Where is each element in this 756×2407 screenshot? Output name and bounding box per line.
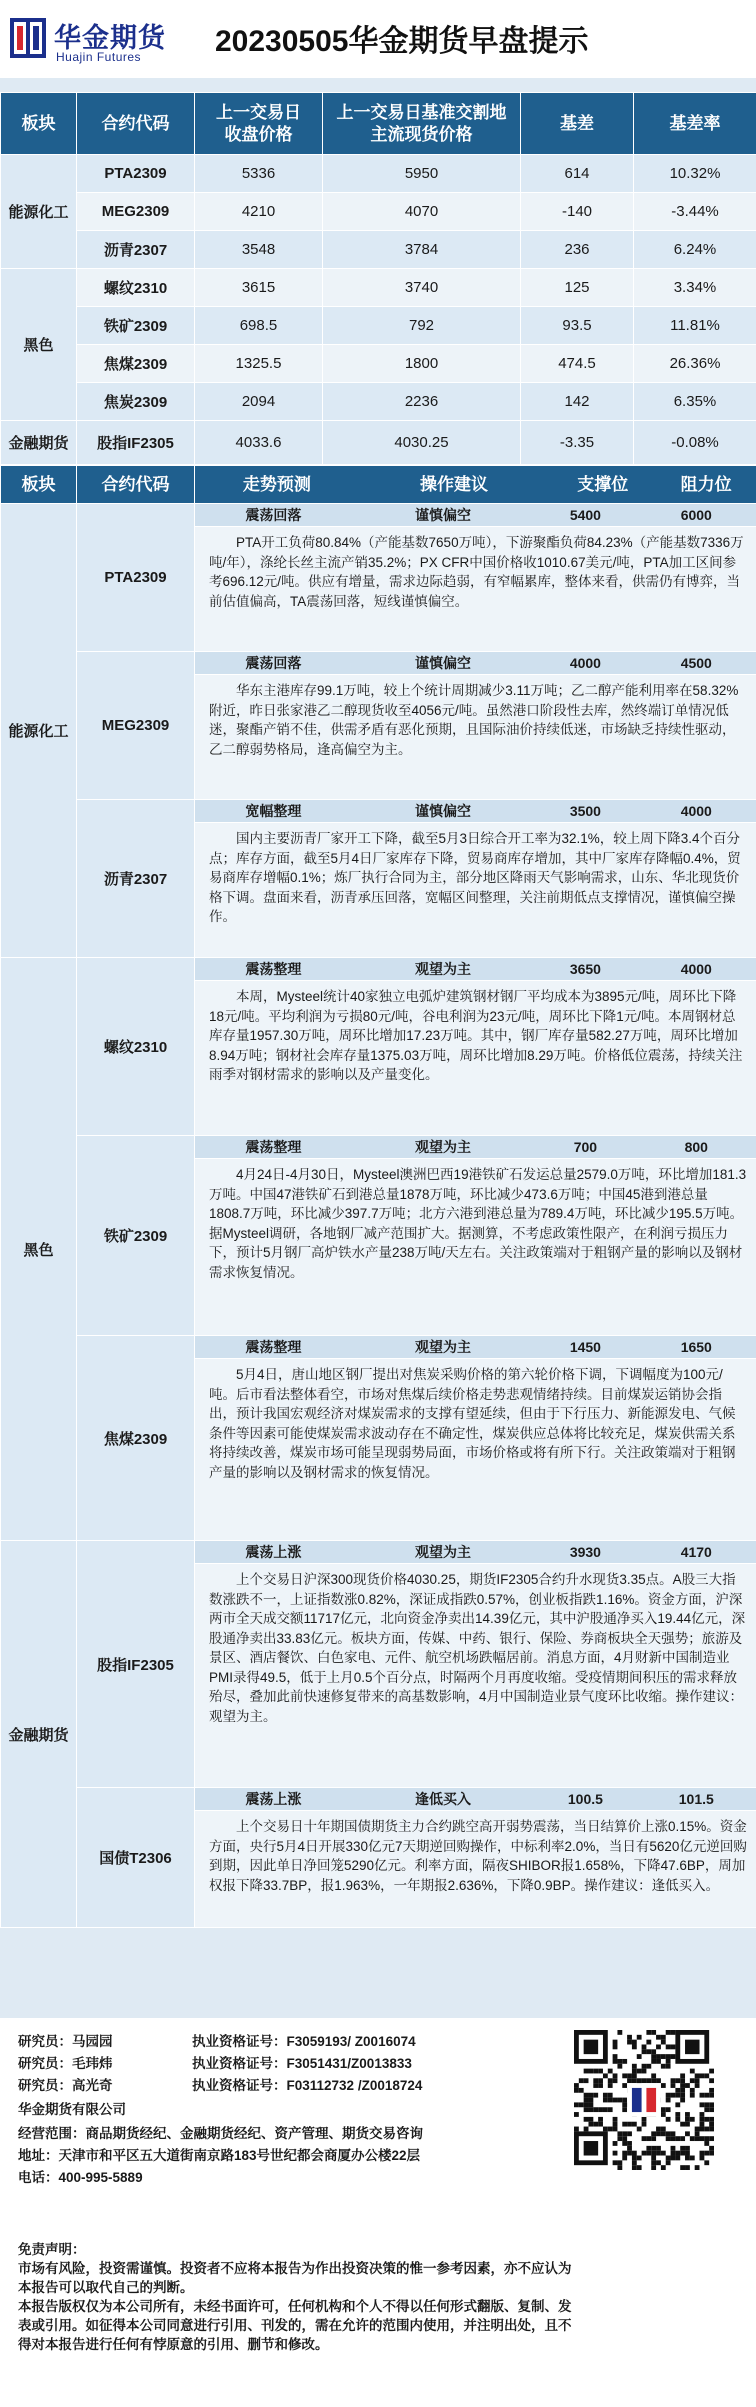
operation-advice: 谨慎偏空 xyxy=(415,507,471,523)
strategy-row xyxy=(1,800,756,958)
strategy-column-header: 走势预测 xyxy=(242,474,311,494)
basis-basis: -3.35 xyxy=(521,421,634,465)
basis-column-header: 合约代码 xyxy=(77,93,195,155)
resistance-level: 1650 xyxy=(680,1339,712,1355)
market-commentary: 华东主港库存99.1万吨，较上个统计周期减少3.11万吨；乙二醇产能利用率在58.32%附近，昨日张家港乙二醇现货收至4056元/吨。虽然港口阶段性去库，然终端订单情况低迷，聚酯产销不佳，供需矛盾有恶化预期，且国际油价持续低迷，市场缺乏持续性驱动，乙二醇弱势格局，逢高偏空为主。 xyxy=(209,683,739,757)
disclaimer-paragraph: 市场有风险，投资需谨慎。投资者不应将本报告为作出投资决策的惟一参考因素，亦不应认为本报告可以取代自己的判断。 xyxy=(18,2261,572,2295)
basis-column-header: 基差率 xyxy=(634,93,756,155)
basis-table xyxy=(0,92,756,465)
trend-forecast: 震荡上涨 xyxy=(245,1791,302,1807)
strategy-column-header: 操作建议 xyxy=(420,474,489,494)
strategy-cell xyxy=(195,652,756,800)
contract-code: 股指IF2305 xyxy=(77,421,195,465)
basis-spot: 3740 xyxy=(323,269,521,307)
basis-close: 1325.5 xyxy=(195,345,323,383)
strategy-tags xyxy=(195,504,756,527)
market-commentary: 上个交易日十年期国债期货主力合约跳空高开弱势震荡，当日结算价上涨0.15%。资金方面，央行5月4日开展330亿元7天期逆回购操作，中标利率2.0%，当日有5620亿元逆回购到期，因此单日净回笼5290亿元。利率方面，隔夜SHIBOR报1.658%，下降47.6BP，周加权报下降33.7BP，报1.963%，一年期报2.636%，下降0.9BP。操作建议：逢低买入。 xyxy=(209,1819,747,1893)
company-address: 地址：天津市和平区五大道街南京路183号世纪都会商厦办公楼22层 xyxy=(18,2148,421,2163)
contract-code: 股指IF2305 xyxy=(77,1541,195,1788)
resistance-level: 101.5 xyxy=(678,1791,714,1807)
huajin-logo-icon xyxy=(10,18,46,58)
support-level: 3500 xyxy=(569,803,601,819)
strategy-row xyxy=(1,1788,756,1928)
strategy-cell xyxy=(195,1136,756,1336)
market-commentary: 国内主要沥青厂家开工下降，截至5月3日综合开工率为32.1%，较上周下降3.4个百分点；库存方面，截至5月4日厂家库存下降，贸易商库存增加，其中厂家库存降幅0.4%，贸易商库存增幅0.1%；炼厂执行合同为主，部分地区降雨天气影响需求，山东、华北现货价格下调。盘面来看，沥青承压回落，宽幅区间整理，关注前期低点支撑情况，谨慎偏空操作。 xyxy=(209,831,741,924)
contract-code: MEG2309 xyxy=(77,652,195,800)
basis-spot: 2236 xyxy=(323,383,521,421)
basis-header-row xyxy=(1,93,756,155)
strategy-tags xyxy=(195,1336,756,1359)
basis-close: 3615 xyxy=(195,269,323,307)
strategy-cell xyxy=(195,800,756,958)
contract-code: 国债T2306 xyxy=(77,1788,195,1928)
trend-forecast: 震荡整理 xyxy=(245,961,302,977)
basis-row xyxy=(1,345,756,383)
basis-close: 5336 xyxy=(195,155,323,193)
strategy-column-header-group xyxy=(195,466,756,504)
basis-basis: 93.5 xyxy=(521,307,634,345)
basis-spot: 792 xyxy=(323,307,521,345)
company-name: 华金期货有限公司 xyxy=(18,2102,126,2117)
researcher-3-cert: 执业资格证号：F03112732 /Z0018724 xyxy=(192,2078,423,2093)
researcher-2-name: 研究员：毛玮炜 xyxy=(18,2056,113,2071)
basis-basis: 125 xyxy=(521,269,634,307)
contract-code: 铁矿2309 xyxy=(77,1136,195,1336)
logo-chinese-name: 华金期货 xyxy=(54,23,166,53)
basis-close: 4033.6 xyxy=(195,421,323,465)
market-commentary: 5月4日，唐山地区钢厂提出对焦炭采购价格的第六轮价格下调，下调幅度为100元/吨。后市看法整体看空，市场对焦煤后续价格走势悲观情绪持续。目前煤炭运销协会指出，预计我国宏观经济对煤炭需求的支撑有望延续，但由于下行压力、新能源发电、气候条件等因素可能使煤炭需求波动存在不确定性，煤炭供应总体将比较充足，煤炭供需关系将持续改善，煤炭市场可能呈现弱势局面，市场价格或将有所下行。关注政策端对于粗钢产量的影响以及钢材需求的恢复情况。 xyxy=(209,1367,736,1480)
sector-cell: 能源化工 xyxy=(1,155,77,269)
basis-rate: 6.24% xyxy=(634,231,756,269)
contract-code: 螺纹2310 xyxy=(77,958,195,1136)
strategy-column-header: 支撑位 xyxy=(577,474,629,494)
trend-forecast: 震荡回落 xyxy=(245,507,302,523)
basis-rate: 11.81% xyxy=(634,307,756,345)
sector-cell: 能源化工 xyxy=(1,504,77,958)
strategy-row xyxy=(1,1541,756,1788)
contract-code: 焦炭2309 xyxy=(77,383,195,421)
basis-basis: 142 xyxy=(521,383,634,421)
strategy-tags xyxy=(195,1541,756,1564)
logo-english-name: Huajin Futures xyxy=(56,50,142,64)
strategy-cell xyxy=(195,1788,756,1928)
sector-cell: 黑色 xyxy=(1,269,77,421)
resistance-level: 4170 xyxy=(680,1544,712,1560)
basis-spot: 3784 xyxy=(323,231,521,269)
operation-advice: 谨慎偏空 xyxy=(415,803,471,819)
support-level: 3650 xyxy=(569,961,601,977)
operation-advice: 观望为主 xyxy=(415,1139,471,1155)
resistance-level: 4000 xyxy=(680,961,712,977)
resistance-level: 4500 xyxy=(680,655,712,671)
strategy-table xyxy=(0,465,756,1928)
strategy-tags xyxy=(195,1136,756,1159)
basis-basis: 236 xyxy=(521,231,634,269)
strategy-column-header: 阻力位 xyxy=(680,474,732,494)
basis-rate: 10.32% xyxy=(634,155,756,193)
basis-spot: 1800 xyxy=(323,345,521,383)
page-title: 20230505华金期货早盘提示 xyxy=(215,25,589,58)
basis-close: 2094 xyxy=(195,383,323,421)
strategy-row xyxy=(1,1336,756,1541)
strategy-header-row xyxy=(1,466,756,504)
operation-advice: 观望为主 xyxy=(415,961,471,977)
contract-code: 铁矿2309 xyxy=(77,307,195,345)
contract-code: PTA2309 xyxy=(77,504,195,652)
business-scope: 经营范围：商品期货经纪、金融期货经纪、资产管理、期货交易咨询 xyxy=(18,2126,423,2141)
strategy-tags xyxy=(195,800,756,823)
basis-row xyxy=(1,155,756,193)
market-commentary: 4月24日-4月30日，Mysteel澳洲巴西19港铁矿石发运总量2579.0万吨，环比增加181.3万吨。中国47港铁矿石到港总量1878万吨，环比减少473.6万吨；中国45港到港总量1808.7万吨，环比减少397.7万吨；北方六港到港总量为789.4万吨，环比减少195.5万吨。据Mysteel调研，各地钢厂减产范围扩大。据测算，不考虑政策性限产，在利润亏损压力下，预计5月钢厂高炉铁水产量238万吨/天左右。关注政策端对于粗钢产量的影响以及钢材需求恢复情况。 xyxy=(209,1167,747,1280)
basis-spot: 4070 xyxy=(323,193,521,231)
resistance-level: 4000 xyxy=(680,803,712,819)
basis-basis: 474.5 xyxy=(521,345,634,383)
company-logo xyxy=(10,10,210,68)
basis-rate: -0.08% xyxy=(634,421,756,465)
support-level: 100.5 xyxy=(567,1791,603,1807)
report-header xyxy=(0,0,756,78)
basis-rate: 3.34% xyxy=(634,269,756,307)
basis-rate: 6.35% xyxy=(634,383,756,421)
support-level: 3930 xyxy=(569,1544,601,1560)
basis-close: 698.5 xyxy=(195,307,323,345)
operation-advice: 观望为主 xyxy=(415,1339,471,1355)
basis-close: 4210 xyxy=(195,193,323,231)
disclaimer-paragraph: 本报告版权仅为本公司所有，未经书面许可，任何机构和个人不得以任何形式翻版、复制、发表或引用。如征得本公司同意进行引用、刊发的，需在允许的范围内使用，并注明出处，且不得对本报告进行任何有悖原意的引用、删节和修改。 xyxy=(18,2299,572,2352)
company-phone: 电话：400-995-5889 xyxy=(18,2170,143,2185)
strategy-cell xyxy=(195,958,756,1136)
basis-column-header: 基差 xyxy=(521,93,634,155)
operation-advice: 观望为主 xyxy=(415,1544,471,1560)
strategy-tags xyxy=(195,652,756,675)
strategy-row xyxy=(1,504,756,652)
sector-cell: 黑色 xyxy=(1,958,77,1541)
trend-forecast: 宽幅整理 xyxy=(245,803,302,819)
sector-cell: 金融期货 xyxy=(1,1541,77,1928)
trend-forecast: 震荡上涨 xyxy=(245,1544,302,1560)
resistance-level: 6000 xyxy=(680,507,712,523)
basis-rate: 26.36% xyxy=(634,345,756,383)
resistance-level: 800 xyxy=(684,1139,708,1155)
basis-spot: 4030.25 xyxy=(323,421,521,465)
contract-code: 沥青2307 xyxy=(77,231,195,269)
market-commentary: 上个交易日沪深300现货价格4030.25，期货IF2305合约升水现货3.35点。A股三大指数涨跌不一，上证指数涨0.82%，深证成指跌0.57%，创业板指跌1.16%。资金方面，沪深两市全天成交额11717亿元，北向资金净卖出14.39亿元，其中沪股通净买入19.44亿元，深股通净卖出33.83亿元。板块方面，传媒、中药、银行、保险、券商板块全天强势；旅游及景区、酒店餐饮、白色家电、元件、航空机场跌幅居前。消息方面，4月财新中国制造业PMI录得49.5，低于上月0.5个百分点，时隔两个月再度收缩。受疫情期间积压的需求释放殆尽，叠加此前快速修复带来的高基数影响，4月中国制造业景气度环比收缩。操作建议：观望为主。 xyxy=(209,1572,746,1724)
basis-column-header: 上一交易日 收盘价格 xyxy=(195,93,323,155)
sector-cell: 金融期货 xyxy=(1,421,77,465)
basis-spot: 5950 xyxy=(323,155,521,193)
operation-advice: 谨慎偏空 xyxy=(415,655,471,671)
disclaimer-title: 免责声明： xyxy=(18,2242,86,2257)
basis-row xyxy=(1,231,756,269)
researcher-1-cert: 执业资格证号：F3059193/ Z0016074 xyxy=(192,2034,416,2049)
basis-close: 3548 xyxy=(195,231,323,269)
contract-code: 焦煤2309 xyxy=(77,1336,195,1541)
support-level: 1450 xyxy=(569,1339,601,1355)
support-level: 5400 xyxy=(569,507,601,523)
strategy-column-header: 板块 xyxy=(1,466,77,504)
researcher-3-name: 研究员：高光奇 xyxy=(18,2078,113,2093)
contract-code: 沥青2307 xyxy=(77,800,195,958)
strategy-row xyxy=(1,1136,756,1336)
basis-row xyxy=(1,421,756,465)
contract-code: MEG2309 xyxy=(77,193,195,231)
basis-row xyxy=(1,193,756,231)
contract-code: 螺纹2310 xyxy=(77,269,195,307)
tables-container xyxy=(0,92,756,1928)
support-level: 700 xyxy=(573,1139,598,1155)
basis-rate: -3.44% xyxy=(634,193,756,231)
strategy-cell xyxy=(195,1541,756,1788)
strategy-row xyxy=(1,958,756,1136)
strategy-cell xyxy=(195,504,756,652)
trend-forecast: 震荡整理 xyxy=(245,1339,302,1355)
market-commentary: PTA开工负荷80.84%（产能基数7650万吨），下游聚酯负荷84.23%（产能基数7336万吨/年），涤纶长丝主流产销35.2%；PX CFR中国价格收1010.67美元/吨，PTA加工区间参考696.12元/吨。供应有增量，需求边际趋弱，有窄幅累库，整体来看，供需仍有博弈，当前估值偏高，TA震荡回落，短线谨慎偏空。 xyxy=(209,535,744,609)
support-level: 4000 xyxy=(569,655,601,671)
operation-advice: 逢低买入 xyxy=(415,1791,471,1807)
basis-column-header: 板块 xyxy=(1,93,77,155)
qr-code-icon xyxy=(574,2030,714,2170)
basis-column-header: 上一交易日基准交割地 主流现货价格 xyxy=(323,93,521,155)
researcher-1-name: 研究员：马园园 xyxy=(18,2034,113,2049)
basis-basis: 614 xyxy=(521,155,634,193)
contract-code: PTA2309 xyxy=(77,155,195,193)
report-footer xyxy=(0,2018,756,2407)
disclaimer xyxy=(18,2240,578,2354)
strategy-tags xyxy=(195,1788,756,1811)
strategy-tags xyxy=(195,958,756,981)
basis-row xyxy=(1,307,756,345)
trend-forecast: 震荡整理 xyxy=(245,1139,302,1155)
contract-code: 焦煤2309 xyxy=(77,345,195,383)
strategy-cell xyxy=(195,1336,756,1541)
basis-row xyxy=(1,269,756,307)
trend-forecast: 震荡回落 xyxy=(245,655,302,671)
basis-basis: -140 xyxy=(521,193,634,231)
strategy-subheaders xyxy=(195,474,756,496)
strategy-row xyxy=(1,652,756,800)
researcher-2-cert: 执业资格证号：F3051431/Z0013833 xyxy=(192,2056,412,2071)
market-commentary: 本周，Mysteel统计40家独立电弧炉建筑钢材钢厂平均成本为3895元/吨，周环比下降18元/吨。平均利润为亏损80元/吨，谷电利润为23元/吨，周环比下降1元/吨。本周钢材总库存量1957.30万吨，周环比增加17.23万吨。其中，钢厂库存量582.27万吨，周环比增加8.94万吨；钢材社会库存量1375.03万吨，周环比增加8.29万吨。价格低位震荡，持续关注雨季对钢材需求的影响以及产量变化。 xyxy=(209,989,743,1082)
basis-row xyxy=(1,383,756,421)
strategy-column-header: 合约代码 xyxy=(77,466,195,504)
